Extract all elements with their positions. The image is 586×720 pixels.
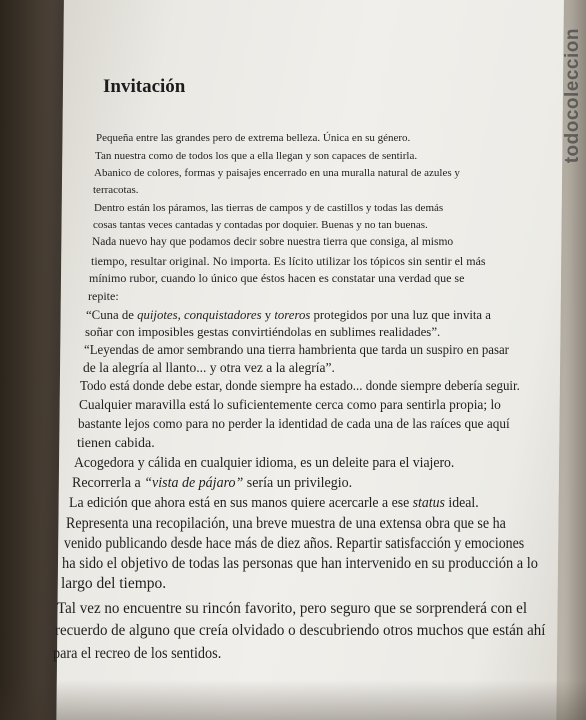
text-line: recuerdo de alguno que creía olvidado o descubriendo otros muchos que están ahí	[55, 622, 546, 639]
italic-span: toreros	[274, 307, 311, 322]
text-span: protegidos por una luz que invita a	[310, 307, 491, 322]
text-span: y	[261, 307, 275, 322]
text-line	[86, 307, 491, 323]
text-span: “Cuna de	[86, 307, 138, 322]
text-line: Cualquier maravilla está lo suficientemente cerca como para sentirla propia; lo	[79, 398, 501, 413]
italic-span: “vista de pájaro”	[144, 475, 244, 491]
text-line: Nada nuevo hay que podamos decir sobre nuestra tierra que consiga, al mismo	[92, 236, 454, 248]
text-line: Acogedora y cálida en cualquier idioma, es un deleite para el viajero.	[74, 455, 455, 471]
text-line: Todo está donde debe estar, donde siempre ha estado... donde siempre debería seguir.	[80, 379, 520, 394]
text-line: tienen cabida.	[77, 436, 155, 451]
text-span: La edición que ahora está en sus manos quiere acercarle a ese	[69, 495, 413, 511]
text-span: ideal.	[444, 495, 479, 511]
text-line: soñar con imposibles gestas convirtiéndolas en sublimes realidades”.	[85, 324, 441, 339]
text-line: Dentro están los páramos, las tierras de campos y de castillos y todas las demás	[94, 202, 444, 214]
text-line: “Leyendas de amor sembrando una tierra hambrienta que tarda un suspiro en pasar	[84, 342, 509, 357]
italic-span: status	[412, 495, 445, 511]
text-line: tiempo, resultar original. No importa. Es lícito utilizar los tópicos sin sentir el más	[91, 254, 486, 268]
text-line: cosas tantas veces cantadas y contadas por doquier. Buenas y no tan buenas.	[93, 219, 428, 231]
text-line	[72, 475, 352, 492]
italic-span: quijotes, conquistadores	[137, 307, 262, 322]
text-line: de la alegría al llanto... y otra vez a la alegría”.	[83, 360, 335, 375]
text-line: Tan nuestra como de todos los que a ella llegan y son capaces de sentirla.	[95, 150, 418, 162]
text-line: para el recreo de los sentidos.	[53, 645, 222, 662]
text-line: ha sido el objetivo de todas las personas que han intervenido en su producción a lo	[62, 555, 538, 572]
text-line: Tal vez no encuentre su rincón favorito, pero seguro que se sorprenderá con el	[57, 600, 528, 617]
text-span: sería un privilegio.	[243, 475, 353, 491]
text-line: terracotas.	[93, 184, 139, 196]
text-line: Pequeña entre las grandes pero de extrema belleza. Única en su género.	[96, 132, 411, 144]
watermark-text: todocoleccion	[562, 28, 583, 164]
text-line: Representa una recopilación, una breve muestra de una extensa obra que se ha	[66, 515, 506, 532]
text-line: largo del tiempo.	[61, 575, 167, 592]
bottom-shadow	[0, 680, 586, 720]
page-title: Invitación	[103, 76, 186, 97]
text-line: mínimo rubor, cuando lo único que éstos hacen es constatar una verdad que se	[89, 271, 465, 285]
text-line: repite:	[88, 289, 119, 303]
text-span: Recorrerla a	[72, 475, 145, 491]
text-line: Abanico de colores, formas y paisajes encerrado en una muralla natural de azules y	[94, 167, 460, 179]
text-line: venido publicando desde hace más de diez años. Repartir satisfacción y emociones	[64, 535, 525, 552]
text-line: bastante lejos como para no perder la identidad de cada una de las raíces que aquí	[78, 417, 510, 432]
text-line	[69, 495, 479, 512]
